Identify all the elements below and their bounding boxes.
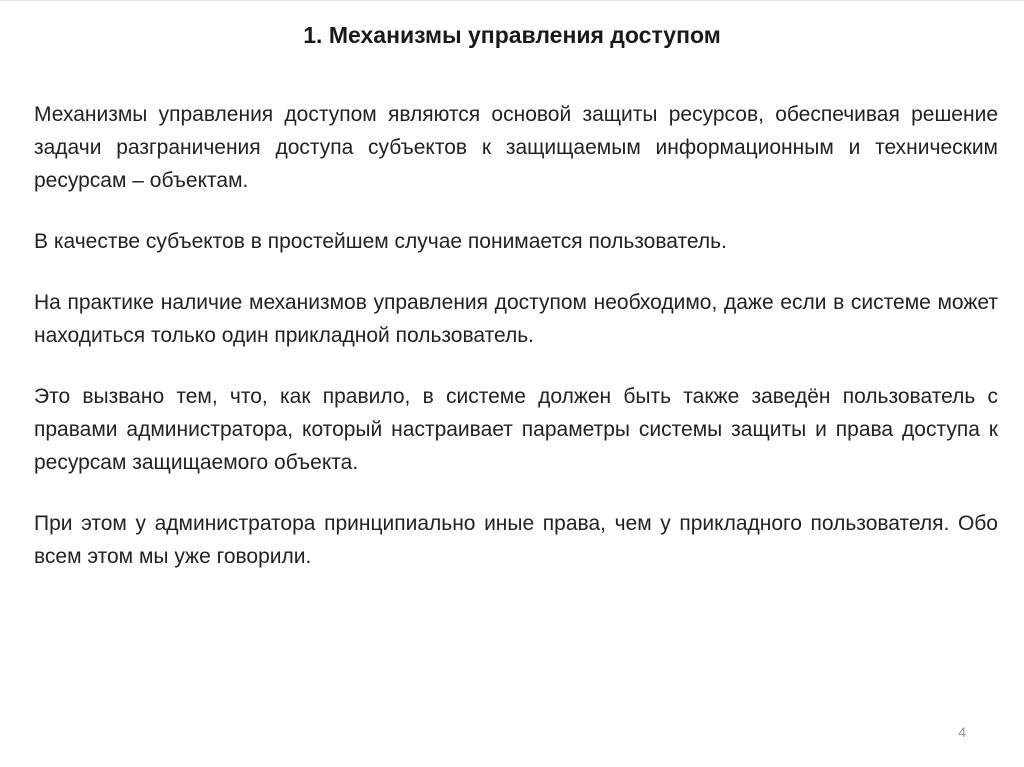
paragraph-3: На практике наличие механизмов управления доступом необходимо, даже если в системе может находиться только один прикладной пользователь. xyxy=(34,291,998,347)
page-number: 4 xyxy=(958,724,966,740)
slide-title: 1. Механизмы управления доступом xyxy=(303,22,721,48)
paragraph-4: Это вызвано тем, что, как правило, в системе должен быть также заведён пользователь с правами администратора, который настраивает параметры системы защиты и права доступа к ресурсам защищаемого объекта. xyxy=(34,385,998,474)
top-divider xyxy=(0,0,1024,1)
paragraph-5: При этом у администратора принципиально иные права, чем у прикладного пользователя. Обо всем этом мы уже говорили. xyxy=(34,512,998,568)
slide-content xyxy=(34,98,998,601)
paragraph-2: В качестве субъектов в простейшем случае понимается пользователь. xyxy=(34,230,727,253)
paragraph-1: Механизмы управления доступом являются основой защиты ресурсов, обеспечивая решение задачи разграничения доступа субъектов к защищаемым информационным и техническим ресурсам – объектам. xyxy=(34,103,998,192)
